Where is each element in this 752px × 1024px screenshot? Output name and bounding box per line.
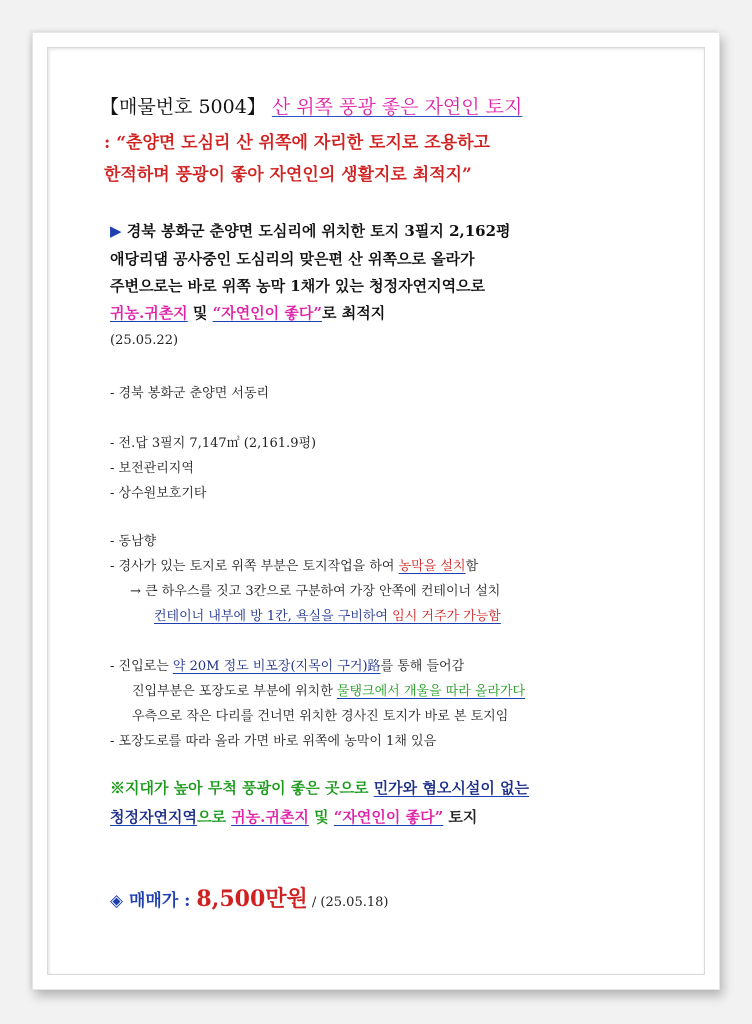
price-date: / (25.05.18) — [307, 895, 389, 910]
detail-house: → 큰 하우스를 짓고 3칸으로 구분하여 가장 안쪽에 컨테이너 설치 — [130, 584, 501, 599]
intro-line-3: 주변으로는 바로 위쪽 농막 1채가 있는 청정자연지역으로 — [110, 277, 486, 295]
note-line-1 — [110, 777, 529, 798]
note-text-1: ※지대가 높아 무척 풍광이 좋은 곳으로 — [110, 779, 374, 797]
detail-road-4: - 포장도로를 따라 올라 가면 바로 위쪽에 농막이 1채 있음 — [110, 734, 437, 749]
note-and: 및 — [308, 808, 334, 826]
road2-highlight: 물탱크에서 개울을 따라 올라가다 — [336, 684, 526, 699]
quote-line-1: : “춘양면 도심리 산 위쪽에 자리한 토지로 조용하고 — [104, 133, 490, 153]
slope-text: - 경사가 있는 토지로 위쪽 부분은 토지작업을 하여 — [110, 559, 399, 574]
intro-suffix: 로 최적지 — [322, 304, 386, 322]
note-text-2: 으로 — [196, 808, 232, 826]
road1-highlight: 약 20M 정도 비포장(지목이 구거)路 — [172, 659, 381, 674]
note-highlight-1: 민가와 혐오시설이 없는 — [373, 779, 530, 797]
detail-road-1 — [110, 655, 464, 674]
detail-zone-1: - 보전관리지역 — [110, 461, 194, 476]
arrow-marker-icon: ▶ — [110, 222, 122, 240]
listing-headline: 산 위쪽 풍광 좋은 자연인 토지 — [271, 96, 523, 118]
detail-road-2 — [132, 680, 525, 699]
road1-prefix: - 진입로는 — [110, 659, 173, 674]
road1-suffix: 를 통해 들어감 — [380, 659, 465, 674]
slope-suffix: 함 — [465, 559, 479, 574]
quote-line-2: 한적하며 풍광이 좋아 자연인의 생활지로 최적지” — [104, 165, 472, 185]
detail-address: - 경북 봉화군 춘양면 서동리 — [110, 386, 270, 401]
listing-title — [100, 92, 522, 119]
note-tag-return-farming: 귀농.귀촌지 — [231, 808, 309, 826]
slope-highlight: 농막을 설치 — [398, 559, 466, 574]
detail-land: - 전.답 3필지 7,147㎡ (2,161.9평) — [110, 436, 317, 451]
detail-direction: - 동남향 — [110, 534, 157, 549]
intro-tag-natural-person: “자연인이 좋다” — [212, 304, 323, 322]
detail-slope — [110, 555, 478, 574]
intro-line-2: 애당리댐 공사중인 도심리의 맞은편 산 위쪽으로 올라가 — [110, 250, 475, 268]
intro-date: (25.05.22) — [110, 333, 179, 348]
card-border — [47, 47, 705, 975]
detail-zone-2: - 상수원보호기타 — [110, 486, 207, 501]
note-suffix: 토지 — [443, 808, 478, 826]
note-highlight-2: 청정자연지역 — [110, 808, 197, 826]
price-label: 매매가 : — [123, 891, 197, 911]
intro-tag-return-farming: 귀농.귀촌지 — [110, 304, 188, 322]
detail-container — [154, 605, 501, 624]
road2-prefix: 진입부분은 포장도로 부분에 위치한 — [132, 684, 337, 699]
intro-line-1 — [110, 220, 511, 241]
note-line-2 — [110, 806, 477, 827]
price-row — [110, 882, 388, 913]
listing-number: 【매물번호 5004】 — [100, 96, 266, 118]
diamond-marker-icon: ◈ — [110, 891, 124, 911]
intro-and: 및 — [187, 304, 213, 322]
intro-line-4 — [110, 302, 385, 323]
detail-road-3: 우측으로 작은 다리를 건너면 위치한 경사진 토지가 바로 본 토지임 — [132, 709, 509, 724]
price-value: 8,500만원 — [196, 886, 308, 912]
container-text: 컨테이너 내부에 방 1칸, 욕실을 구비하여 — [154, 609, 393, 624]
intro-text-1: 경북 봉화군 춘양면 도심리에 위치한 토지 3필지 2,162평 — [121, 222, 511, 240]
container-highlight: 임시 거주가 가능함 — [392, 609, 501, 624]
note-tag-natural-person: “자연인이 좋다” — [333, 808, 444, 826]
